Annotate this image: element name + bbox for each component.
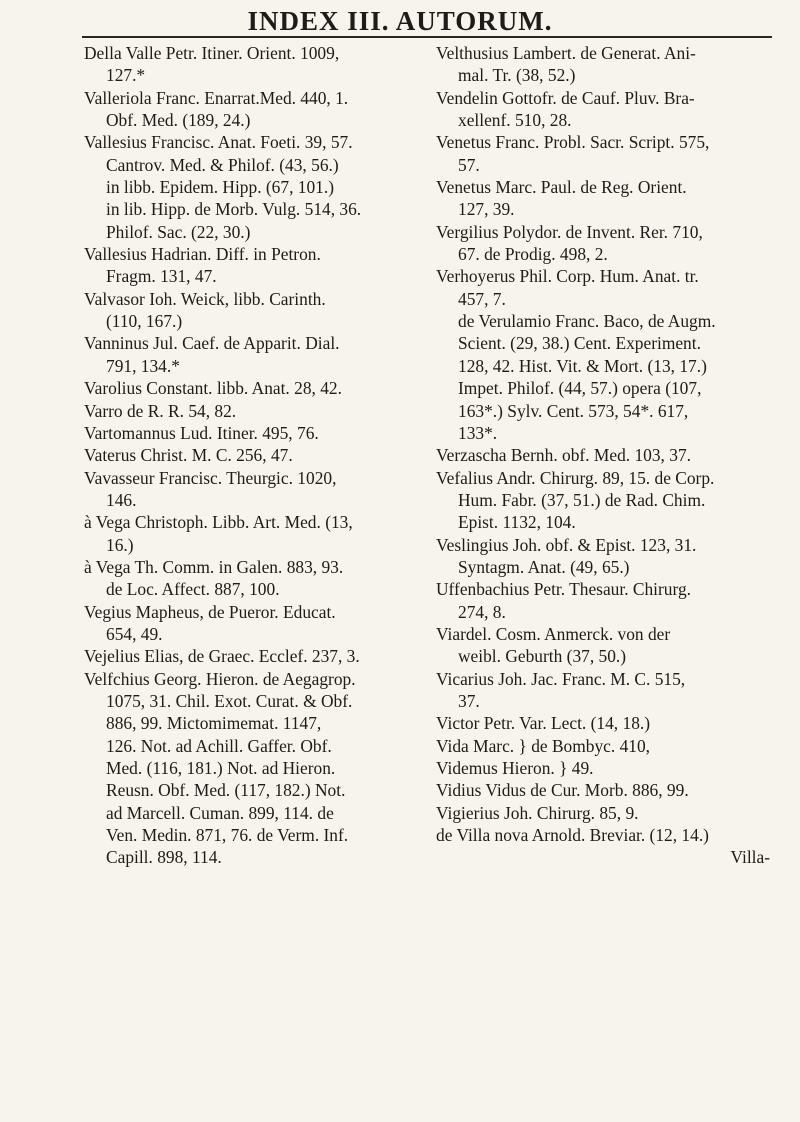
index-line: (110, 167.) <box>106 311 183 332</box>
index-line: 127.* <box>106 65 146 86</box>
index-line: Velfchius Georg. Hieron. de Aegagrop. <box>84 668 356 689</box>
catchword: Villa- <box>730 847 770 868</box>
index-line: Vaterus Christ. M. C. 256, 47. <box>84 445 293 466</box>
index-line: 133*. <box>458 422 498 443</box>
index-line: Scient. (29, 38.) Cent. Experiment. <box>458 333 701 354</box>
index-line: Med. (116, 181.) Not. ad Hieron. <box>106 758 336 778</box>
index-line: 146. <box>106 489 137 510</box>
header-rule <box>82 36 772 38</box>
index-line: 67. de Prodig. 498, 2. <box>458 244 608 265</box>
index-line: 128, 42. Hist. Vit. & Mort. (13, 17.) <box>458 355 707 376</box>
index-line: Vigierius Joh. Chirurg. 85, 9. <box>436 802 639 823</box>
index-line: Venetus Franc. Probl. Sacr. Script. 575, <box>436 132 710 153</box>
index-line: Venetus Marc. Paul. de Reg. Orient. <box>436 177 687 198</box>
index-line: Cantrov. Med. & Philof. (43, 56.) <box>106 154 339 175</box>
index-line: 1075, 31. Chil. Exot. Curat. & Obf. <box>106 690 353 711</box>
index-line: Valvasor Ioh. Weick, libb. Carinth. <box>84 288 326 309</box>
index-line: à Vega Christoph. Libb. Art. Med. (13, <box>84 512 353 533</box>
index-line: Valleriola Franc. Enarrat.Med. 440, 1. <box>84 87 349 108</box>
index-line: Victor Petr. Var. Lect. (14, 18.) <box>436 713 651 734</box>
page-header: INDEX III. AUTORUM. <box>247 6 553 36</box>
index-line: 457, 7. <box>458 288 506 309</box>
index-line: 163*.) Sylv. Cent. 573, 54*. 617, <box>458 400 689 421</box>
index-line: in lib. Hipp. de Morb. Vulg. 514, 36. <box>106 199 362 220</box>
index-line: xellenf. 510, 28. <box>458 110 572 131</box>
index-line: Della Valle Petr. Itiner. Orient. 1009, <box>84 43 340 63</box>
index-line: 126. Not. ad Achill. Gaffer. Obf. <box>106 735 332 756</box>
index-line: 791, 134.* <box>106 355 180 376</box>
index-line: Varolius Constant. libb. Anat. 28, 42. <box>84 378 342 399</box>
index-line: 16.) <box>106 534 134 555</box>
index-line: Vendelin Gottofr. de Cauf. Pluv. Bra- <box>436 87 695 108</box>
index-line: Philof. Sac. (22, 30.) <box>106 221 251 242</box>
index-line: Vicarius Joh. Jac. Franc. M. C. 515, <box>436 668 686 689</box>
index-line: Verhoyerus Phil. Corp. Hum. Anat. tr. <box>436 266 699 287</box>
index-line: Vejelius Elias, de Graec. Ecclef. 237, 3. <box>84 646 360 667</box>
index-line: Capill. 898, 114. <box>106 847 222 868</box>
index-line: Syntagm. Anat. (49, 65.) <box>458 556 630 577</box>
index-line: 57. <box>458 154 480 175</box>
index-line: Hum. Fabr. (37, 51.) de Rad. Chim. <box>458 489 706 510</box>
index-line: 127, 39. <box>458 199 515 220</box>
index-line: Reusn. Obf. Med. (117, 182.) Not. <box>106 780 346 801</box>
index-line: Fragm. 131, 47. <box>106 266 217 287</box>
index-line: 274, 8. <box>458 601 506 622</box>
index-line: Epist. 1132, 104. <box>458 512 576 533</box>
index-line: Videmus Hieron. } 49. <box>436 758 594 778</box>
index-line: Uffenbachius Petr. Thesaur. Chirurg. <box>436 579 692 600</box>
index-line: 654, 49. <box>106 623 163 644</box>
index-line: Obf. Med. (189, 24.) <box>106 110 251 131</box>
index-line: mal. Tr. (38, 52.) <box>458 65 576 86</box>
index-line: Vegius Mapheus, de Pueror. Educat. <box>84 601 336 622</box>
index-line: Impet. Philof. (44, 57.) opera (107, <box>458 378 702 399</box>
index-line: à Vega Th. Comm. in Galen. 883, 93. <box>84 556 344 577</box>
index-line: de Verulamio Franc. Baco, de Augm. <box>458 311 716 332</box>
index-line: Vidius Vidus de Cur. Morb. 886, 99. <box>436 780 689 801</box>
index-line: de Loc. Affect. 887, 100. <box>106 579 280 600</box>
index-line: Vergilius Polydor. de Invent. Rer. 710, <box>436 221 703 242</box>
right-column <box>436 42 780 869</box>
index-line: Ven. Medin. 871, 76. de Verm. Inf. <box>106 825 349 846</box>
index-line: Verzascha Bernh. obf. Med. 103, 37. <box>436 445 691 466</box>
index-line: Viardel. Cosm. Anmerck. von der <box>436 623 671 644</box>
index-line: Velthusius Lambert. de Generat. Ani- <box>436 43 696 63</box>
index-line: Vallesius Francisc. Anat. Foeti. 39, 57. <box>84 132 353 153</box>
index-line: de Villa nova Arnold. Breviar. (12, 14.) <box>436 825 709 846</box>
index-line: Vida Marc. } de Bombyc. 410, <box>436 735 651 756</box>
index-line: Vavasseur Francisc. Theurgic. 1020, <box>84 467 337 488</box>
index-line: Vefalius Andr. Chirurg. 89, 15. de Corp. <box>436 467 715 488</box>
left-column <box>84 42 420 869</box>
index-line: Vanninus Jul. Caef. de Apparit. Dial. <box>84 333 340 354</box>
index-line: 886, 99. Mictomimemat. 1147, <box>106 713 322 734</box>
index-line: 37. <box>458 690 480 711</box>
index-line: Veslingius Joh. obf. & Epist. 123, 31. <box>436 534 697 555</box>
index-line: Vallesius Hadrian. Diff. in Petron. <box>84 244 321 265</box>
index-line: weibl. Geburth (37, 50.) <box>458 646 627 667</box>
index-line: Varro de R. R. 54, 82. <box>84 400 237 421</box>
index-line: ad Marcell. Cuman. 899, 114. de <box>106 802 334 823</box>
index-line: in libb. Epidem. Hipp. (67, 101.) <box>106 177 334 198</box>
index-line: Vartomannus Lud. Itiner. 495, 76. <box>84 422 319 443</box>
